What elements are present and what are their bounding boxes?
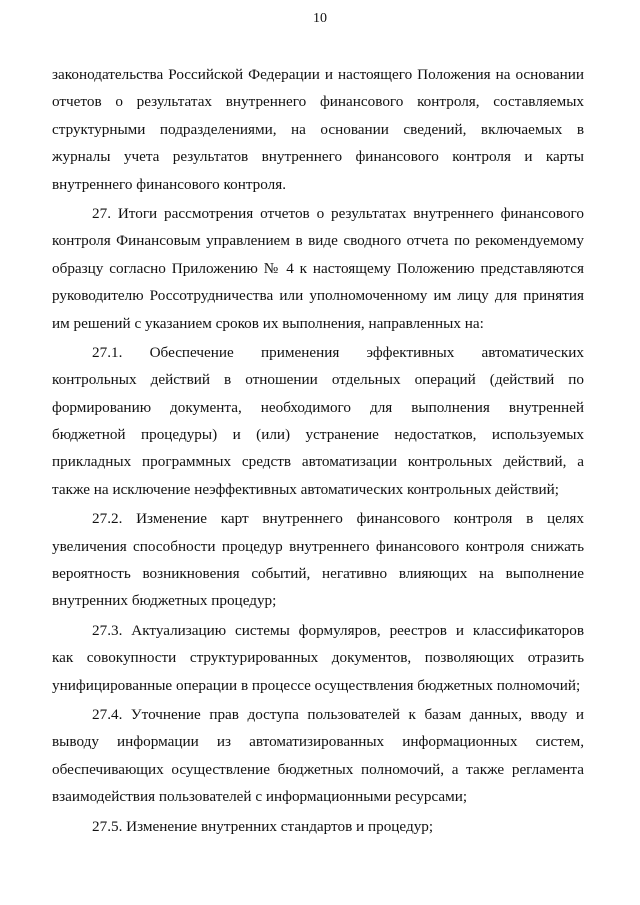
- page-number: 10: [313, 11, 327, 26]
- text-line: журналы учета результатов внутреннего финансового контроля и карты: [52, 148, 584, 166]
- text-line: 27.5. Изменение внутренних стандартов и процедур;: [92, 817, 434, 835]
- text-line: законодательства Российской Федерации и настоящего Положения на основании: [52, 66, 584, 83]
- text-line: им решений с указанием сроков их выполнения, направленных на:: [52, 314, 484, 332]
- text-line: прикладных программных средств автоматизации контрольных действий, а: [52, 453, 584, 471]
- text-line: контроля Финансовым управлением в виде сводного отчета по рекомендуемому: [52, 232, 584, 250]
- text-line: контрольных действий в отношении отдельных операций (действий по: [52, 371, 584, 389]
- text-line: руководителю Россотрудничества или уполномоченному им лицу для принятия: [52, 287, 584, 305]
- text-line: структурными подразделениями, на основании сведений, включаемых в: [52, 120, 584, 138]
- text-line: внутренних бюджетных процедур;: [52, 592, 277, 610]
- text-line: как совокупности структурированных документов, позволяющих отразить: [52, 649, 584, 667]
- text-line: 27.2. Изменение карт внутреннего финансового контроля в целях: [92, 510, 584, 528]
- text-line: внутреннего финансового контроля.: [52, 175, 286, 193]
- text-line: отчетов о результатах внутреннего финансового контроля, составляемых: [52, 93, 584, 111]
- text-line: 27. Итоги рассмотрения отчетов о результатах внутреннего финансового: [92, 204, 584, 222]
- text-line: образцу согласно Приложению № 4 к настоящему Положению представляются: [52, 259, 584, 277]
- text-line: 27.1. Обеспечение применения эффективных автоматических: [92, 343, 584, 361]
- text-line: формированию документа, необходимого для выполнения внутренней: [52, 398, 584, 416]
- text-line: увеличения способности процедур внутреннего финансового контроля снижать: [52, 537, 584, 555]
- text-line: также на исключение неэффективных автоматических контрольных действий;: [52, 480, 559, 498]
- text-line: вероятность возникновения событий, негативно влияющих на выполнение: [52, 565, 584, 583]
- text-line: 27.4. Уточнение прав доступа пользователей к базам данных, вводу и: [92, 705, 584, 723]
- document-body: [52, 61, 584, 840]
- text-line: взаимодействия пользователей с информационными ресурсами;: [52, 788, 468, 806]
- text-line: 27.3. Актуализацию системы формуляров, реестров и классификаторов: [92, 621, 584, 639]
- text-line: бюджетной процедуры) и (или) устранение недостатков, используемых: [52, 426, 584, 444]
- text-line: унифицированные операции в процессе осуществления бюджетных полномочий;: [52, 676, 581, 694]
- text-line: выводу информации из автоматизированных информационных систем,: [52, 733, 584, 751]
- text-line: обеспечивающих осуществление бюджетных полномочий, а также регламента: [52, 760, 584, 778]
